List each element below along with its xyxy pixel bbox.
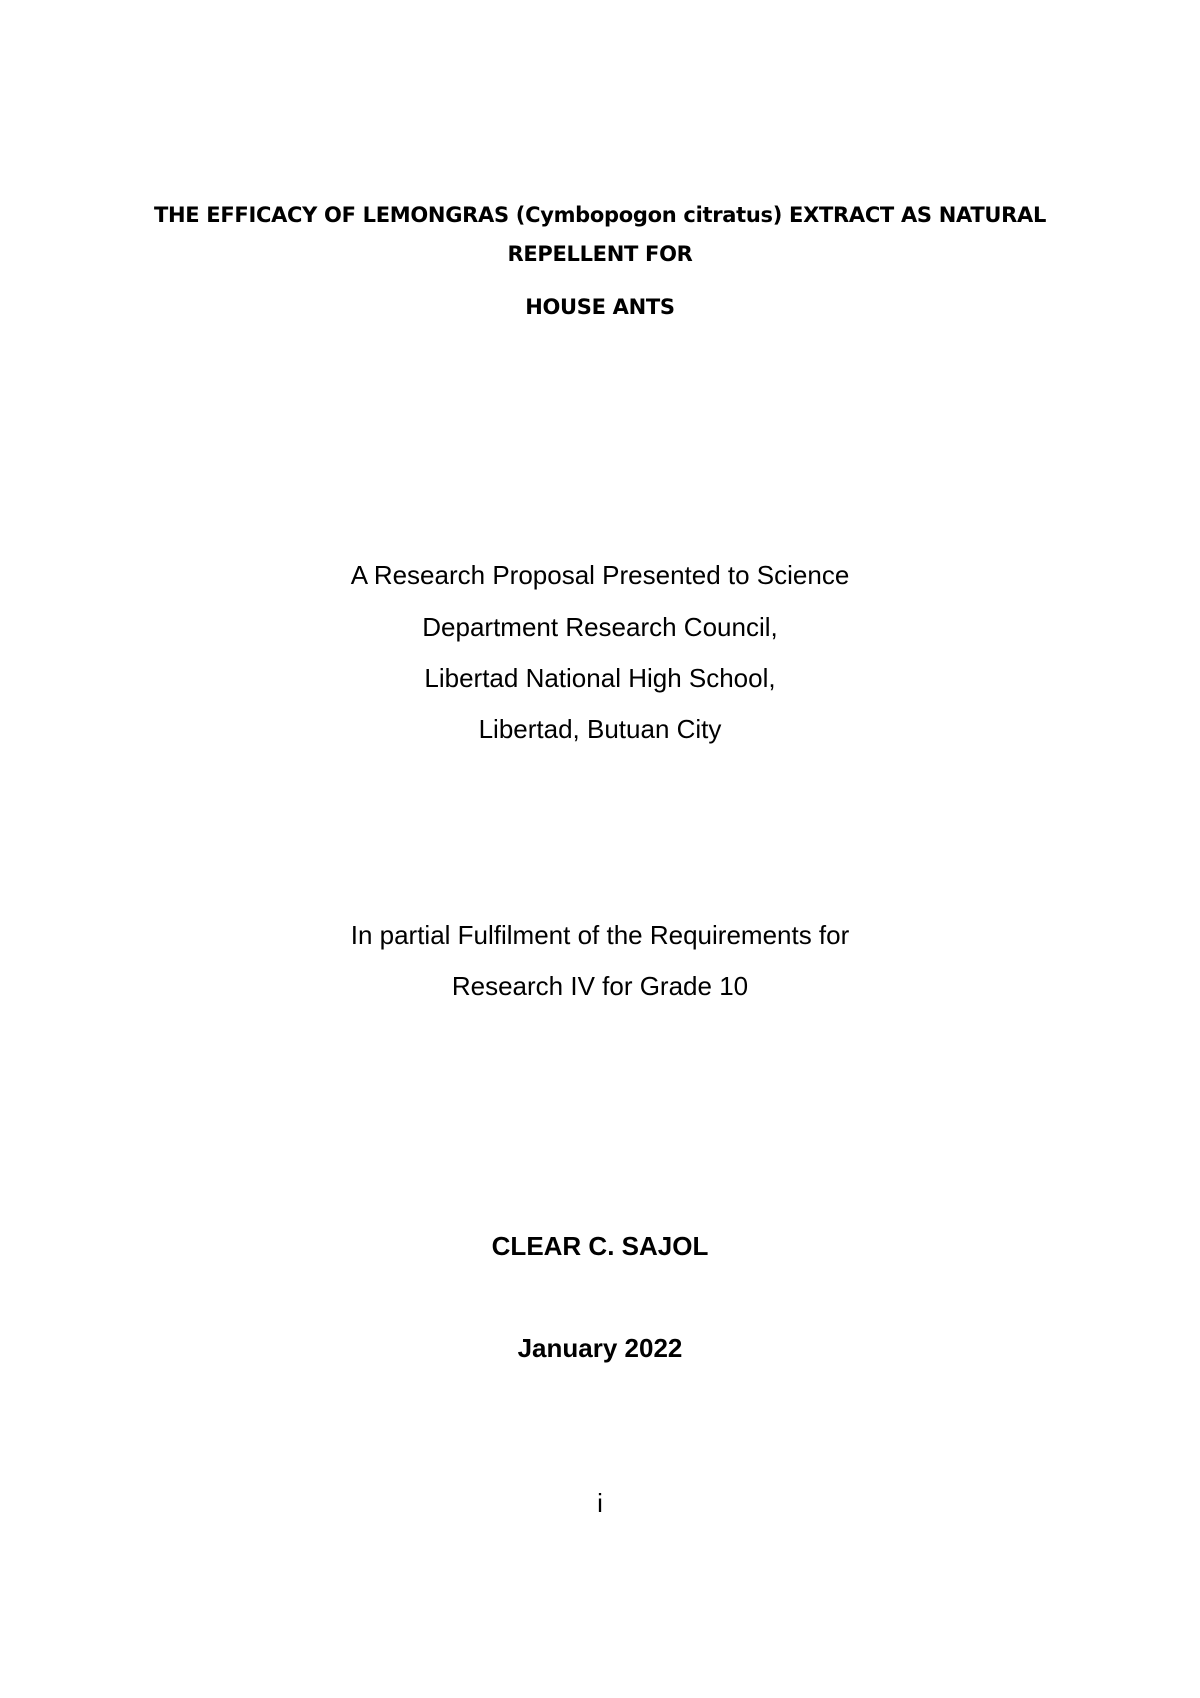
presentation-line-3: Libertad National High School, <box>424 663 776 693</box>
submission-date: January 2022 <box>517 1333 683 1363</box>
presentation-line-4: Libertad, Butuan City <box>478 714 722 744</box>
presentation-line-1: A Research Proposal Presented to Science <box>350 560 850 590</box>
title-line-2: REPELLENT FOR <box>507 242 693 266</box>
fulfilment-line-1: In partial Fulfilment of the Requirements for <box>350 920 850 950</box>
author-name: CLEAR C. SAJOL <box>491 1231 709 1261</box>
title-line-3: HOUSE ANTS <box>525 295 675 319</box>
fulfilment-line-2: Research IV for Grade 10 <box>451 971 749 1001</box>
page-number: i <box>597 1488 603 1518</box>
title-line-1: THE EFFICACY OF LEMONGRAS (Cymbopogon citratus) EXTRACT AS NATURAL <box>153 203 1047 227</box>
presentation-line-2: Department Research Council, <box>422 612 778 642</box>
